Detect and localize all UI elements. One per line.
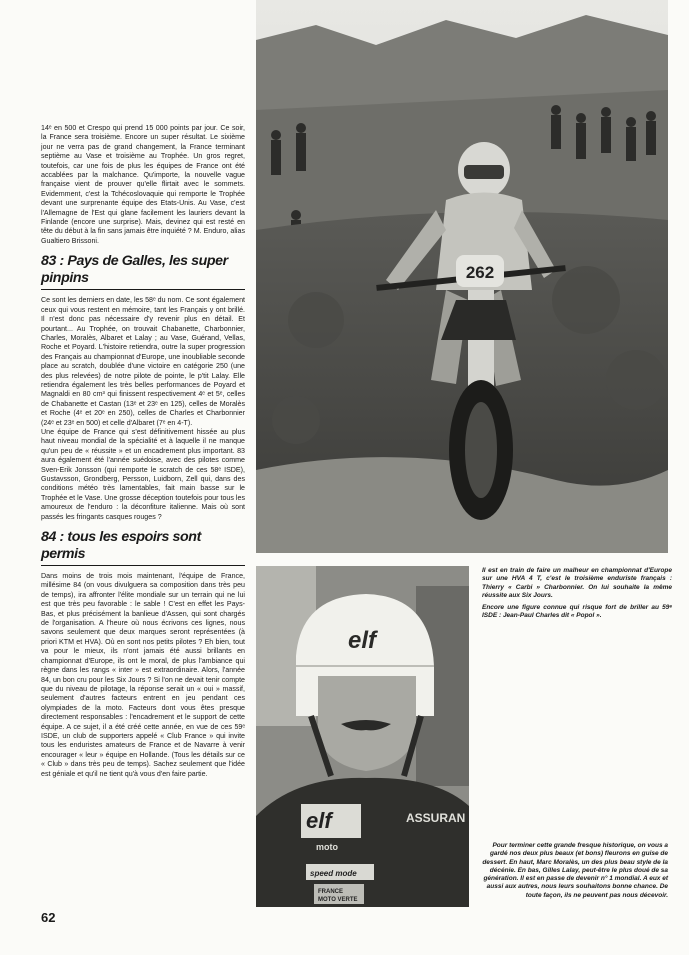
- helmet-logo: elf: [348, 627, 377, 654]
- jersey-sponsor-text: ASSURAN: [406, 811, 466, 825]
- article-column: [41, 124, 245, 779]
- jersey-sub-label: moto: [316, 842, 338, 852]
- caption-closing: Pour terminer cette grande fresque historique, on vous a gardé nos deux plus beaux (et bons) fleurons en guise de dessert. En haut, Marc Moralès, un des plus beau style de la décénie. En bas, Gilles Lalay, peut-être le plus doué de sa génération. Il est en passe de devenir n° 1 mondial. A eux et aussi aux autres, nous leurs souhaitons bonne chance. De toute façon, ils ne peuvent pas nous décevoir.: [482, 842, 668, 899]
- france-patch: FRANCE: [318, 889, 343, 895]
- caption-charles: Encore une figure connue qui risque fort de briller au 59ᵉ ISDE : Jean-Paul Charles dit « Popol ».: [482, 603, 672, 620]
- caption-top-photos: [482, 567, 672, 623]
- photo-rider-portrait: [256, 566, 469, 907]
- section-heading-84: 84 : tous les espoirs sont permis: [41, 529, 245, 566]
- section-heading-83: 83 : Pays de Galles, les super pinpins: [41, 253, 245, 290]
- enduro-rider-illustration: [256, 0, 668, 553]
- article-intro-paragraph: 14ᵉ en 500 et Crespo qui prend 15 000 points par jour. Ce soir, la France sera troisième. Encore un super résultat. Le sixième jour ne verra pas de grand changement, la France terminant septième au Vase et troisième au Trophée. Un gros regret, toutefois, car une fois de plus les équipes de France ont été accablées par la malchance. Qu'importe, la nouvelle vague française vient de prouver qu'elle flirtait avec le sommets. Evidemment, c'est la Tchécoslovaquie qui remporte le Trophée devant une surprenante équipe des Etats-Unis. Au Vase, c'est l'Allemagne de l'Est qui glane facilement les lauriers devant la Finlande (encore une surprise). Mais, devinez qui est resté en tête du début à la fin sans jamais être inquiété ? M. Enduro, alias Gualtiero Brissoni.: [41, 124, 245, 245]
- rider-portrait-illustration: [256, 566, 469, 907]
- caption-charbonnier: Il est en train de faire un malheur en championnat d'Europe sur une HVA 4 T, c'est le troisième enduriste français : Thierry « Carbi » Charbonnier. On lui souhaite la même réussite aux Six Jours.: [482, 567, 672, 600]
- moto-verte-patch: MOTO VERTE: [318, 897, 358, 903]
- section-83-paragraph-2: Une équipe de France qui s'est définitivement hissée au plus haut niveau mondial de la spécialité et à laquelle il ne manque qu'un peu de « réussite » et un encadrement plus important. 83 aura également été l'année suédoise, avec des pilotes comme Sven-Erik Jonsson (qui remporte le scratch de ces 58ᵉ ISDE), Gustavsson, Grondberg, Persson, Luidborn, Zell qui, dans des conditions météo très lamentables, fait main basse sur le Trophée et le Vase. Une grosse déception toutefois pour tous les amoureux de l'enduro : la déconfiture italienne. Mais où sont passés les fringants casques rouges ?: [41, 427, 245, 521]
- jersey-logo: elf: [306, 808, 332, 833]
- speed-mode-patch: speed mode: [310, 869, 357, 878]
- section-83-paragraph-1: Ce sont les derniers en date, les 58ᵉ du nom. Ce sont également ceux qui vous restent en mémoire, tant les Français y ont brillé. Il n'est donc pas nécessaire d'y revenir plus en détail. Et pourtant... Au Trophée, on trouvait Chabanette, Charbonnier, Charles, Moralès, Albaret et Lalay ; au Vase, Guérand, Vellas, Roche et Poyard. L'histoire retiendra, outre la super progression des Français au championnat d'Europe, une inoubliable seconde place au scratch, doublée d'une victoire en catégorie 250 (une des plus relevées) de notre pilote de pointe, le p'tit Lalay. Elle retiendra également les très belles performances de Poyard et Magnaldi en 80 cm³ qui finissent respectivement 4ᵉ et 5ᵉ, celles de Chabanette et Castan (13ᵉ et 23ᵉ en 125), celles de Moralès et Roche (4ᵉ et 20ᵉ en 250), celles de Charles et Charbonnier (24ᵉ et 23ᵉ en 500) et celle d'Albaret (7ᵉ en 4-T).: [41, 296, 245, 427]
- section-84-paragraph-1: Dans moins de trois mois maintenant, l'équipe de France, millésime 84 (on vous divulguera sa composition dans très peu de temps), ira affronter l'élite mondiale sur un terrain qui ne lui est que très peu favorable : le sable ! C'est en effet les Pays-Bas, et plus précisément la banlieue d'Assen, qui sont chargés de l'organisation. A l'heure où nous écrivons ces lignes, nous savons seulement que deux marques seront représentées (à priori KTM et HVA). Où en sont nos petits pilotes ? Eh bien, tout va pour le mieux, ils n'ont jamais été aussi brillants en championnat d'Europe, ils ont le moral, de plus l'ambiance qui règne dans les rangs « inter » est extraordinaire. Alors, l'année 84, un bon cru pour les Six Jours ? Si l'on ne devait tenir compte que du niveau de pilotage, la réponse serait un « oui » massif, seulement d'autres facteurs entrent en jeu pendant ces olympiades de la moto. Facteurs dont vous êtes presque directement responsables : l'encadrement et le support de cette équipe. A ce sujet, il a été créé cette année, en vue de ces 59ᵉ ISDE, un club de supporters appelé « Club France » qui invite tous les enduristes amateurs de France et de Navarre à venir encourager « leur » équipe en Hollande. (Tous les détails sur ce « Club » dans très peu de temps). Sachez seulement que l'idée est géniale et qu'il ne tient qu'à vous d'en faire partie.: [41, 572, 245, 778]
- bike-number-plate: 262: [465, 263, 495, 282]
- photo-enduro-rider: [256, 0, 668, 553]
- page-number: 62: [41, 910, 56, 925]
